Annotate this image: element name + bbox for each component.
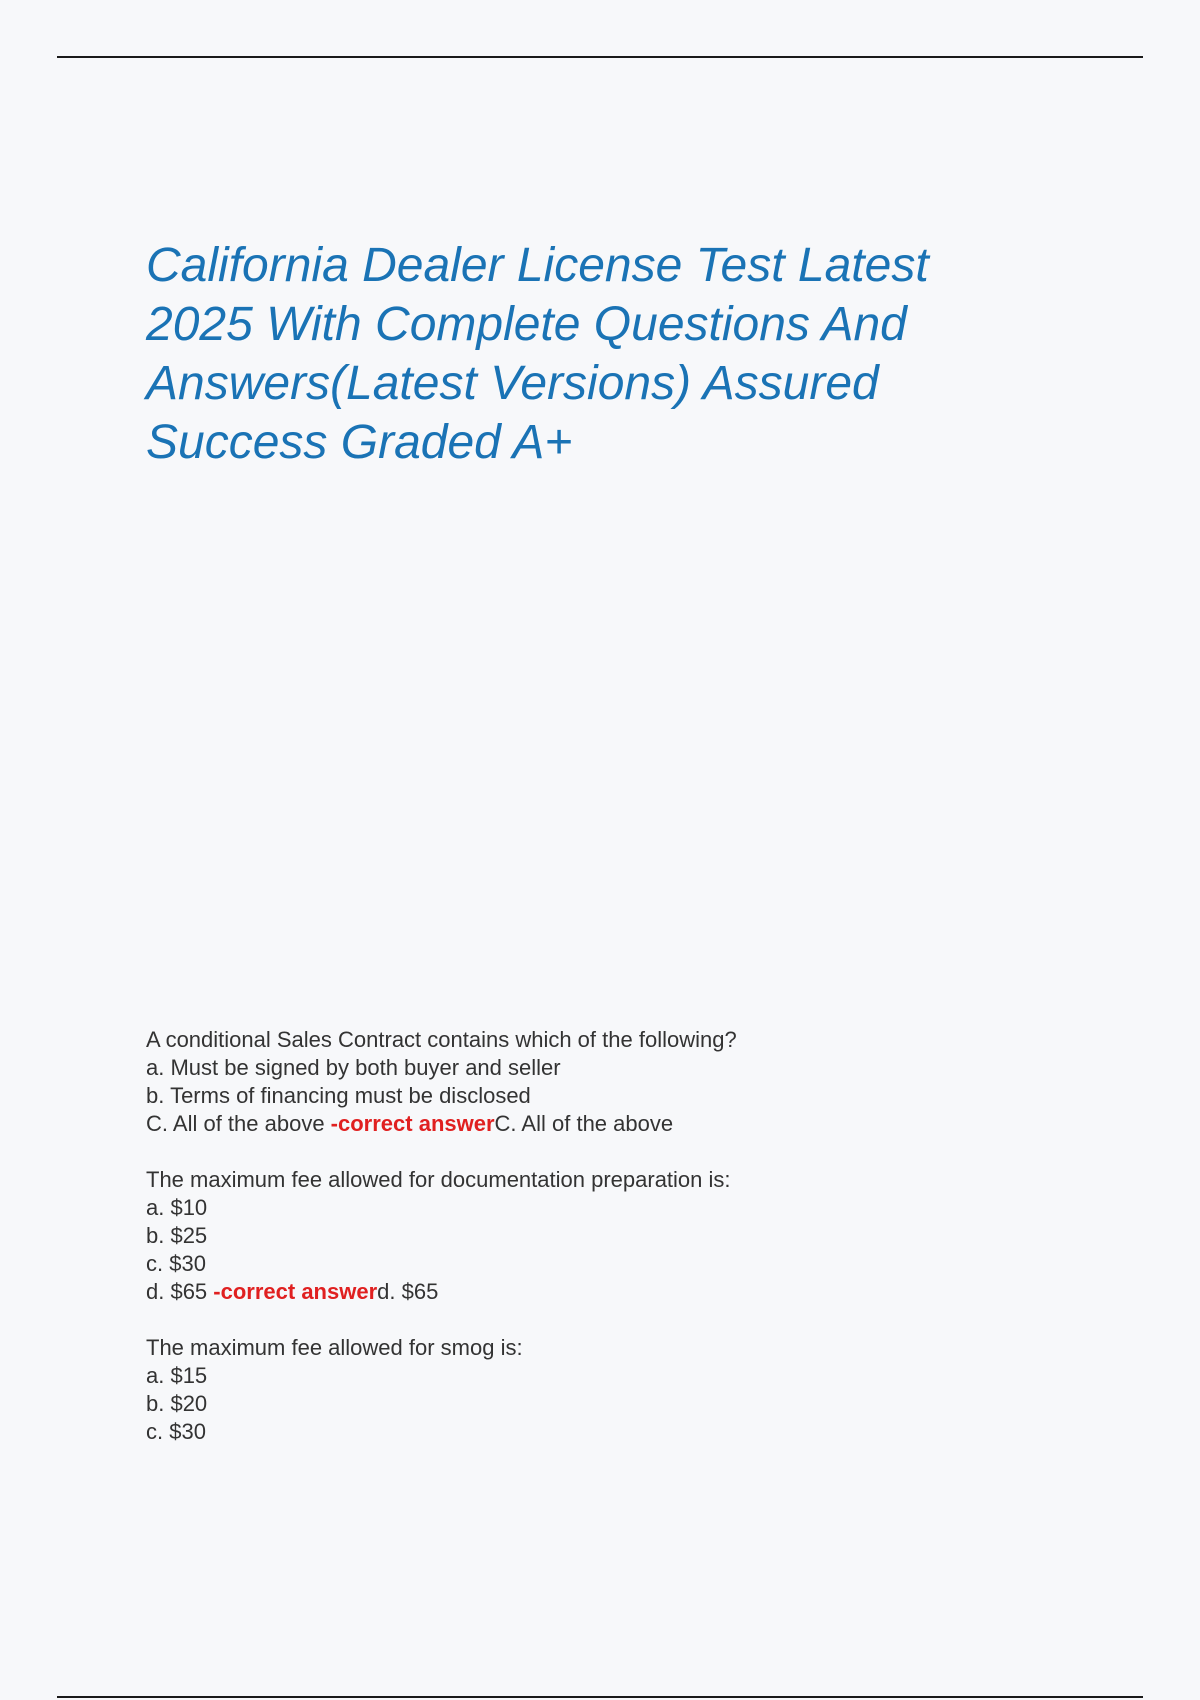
answer-option-final <box>146 1110 1046 1138</box>
answer-option: b. $20 <box>146 1391 208 1416</box>
answer-option-text: d. $65 <box>146 1279 214 1304</box>
title-line: 2025 With Complete Questions And <box>146 298 907 351</box>
question-block <box>146 1026 1046 1138</box>
answer-option: a. Must be signed by both buyer and seller <box>146 1055 561 1080</box>
footer-rule <box>57 1696 1143 1698</box>
header-rule <box>57 56 1143 58</box>
answer-option: c. $30 <box>146 1251 206 1276</box>
correct-answer-marker: -correct answer <box>213 1279 378 1304</box>
correct-answer: d. $65 <box>377 1279 439 1304</box>
question-prompt: The maximum fee allowed for documentation preparation is: <box>146 1167 731 1192</box>
answer-option: a. $15 <box>146 1363 208 1388</box>
answer-option: a. $10 <box>146 1195 208 1220</box>
question-prompt: A conditional Sales Contract contains which of the following? <box>146 1027 737 1052</box>
correct-answer-marker: -correct answer <box>330 1111 495 1136</box>
answer-option: b. $25 <box>146 1223 208 1248</box>
question-block <box>146 1166 1046 1306</box>
title-line: Success Graded A+ <box>146 416 573 469</box>
question-block <box>146 1334 1046 1446</box>
document-title <box>146 236 1046 472</box>
title-line: Answers(Latest Versions) Assured <box>146 357 879 410</box>
answer-option: c. $30 <box>146 1419 206 1444</box>
question-prompt: The maximum fee allowed for smog is: <box>146 1335 523 1360</box>
title-line: California Dealer License Test Latest <box>146 239 929 292</box>
answer-option: b. Terms of financing must be disclosed <box>146 1083 531 1108</box>
questions-section <box>146 1026 1046 1474</box>
correct-answer: C. All of the above <box>494 1111 674 1136</box>
answer-option-final <box>146 1278 1046 1306</box>
answer-option-text: C. All of the above <box>146 1111 331 1136</box>
